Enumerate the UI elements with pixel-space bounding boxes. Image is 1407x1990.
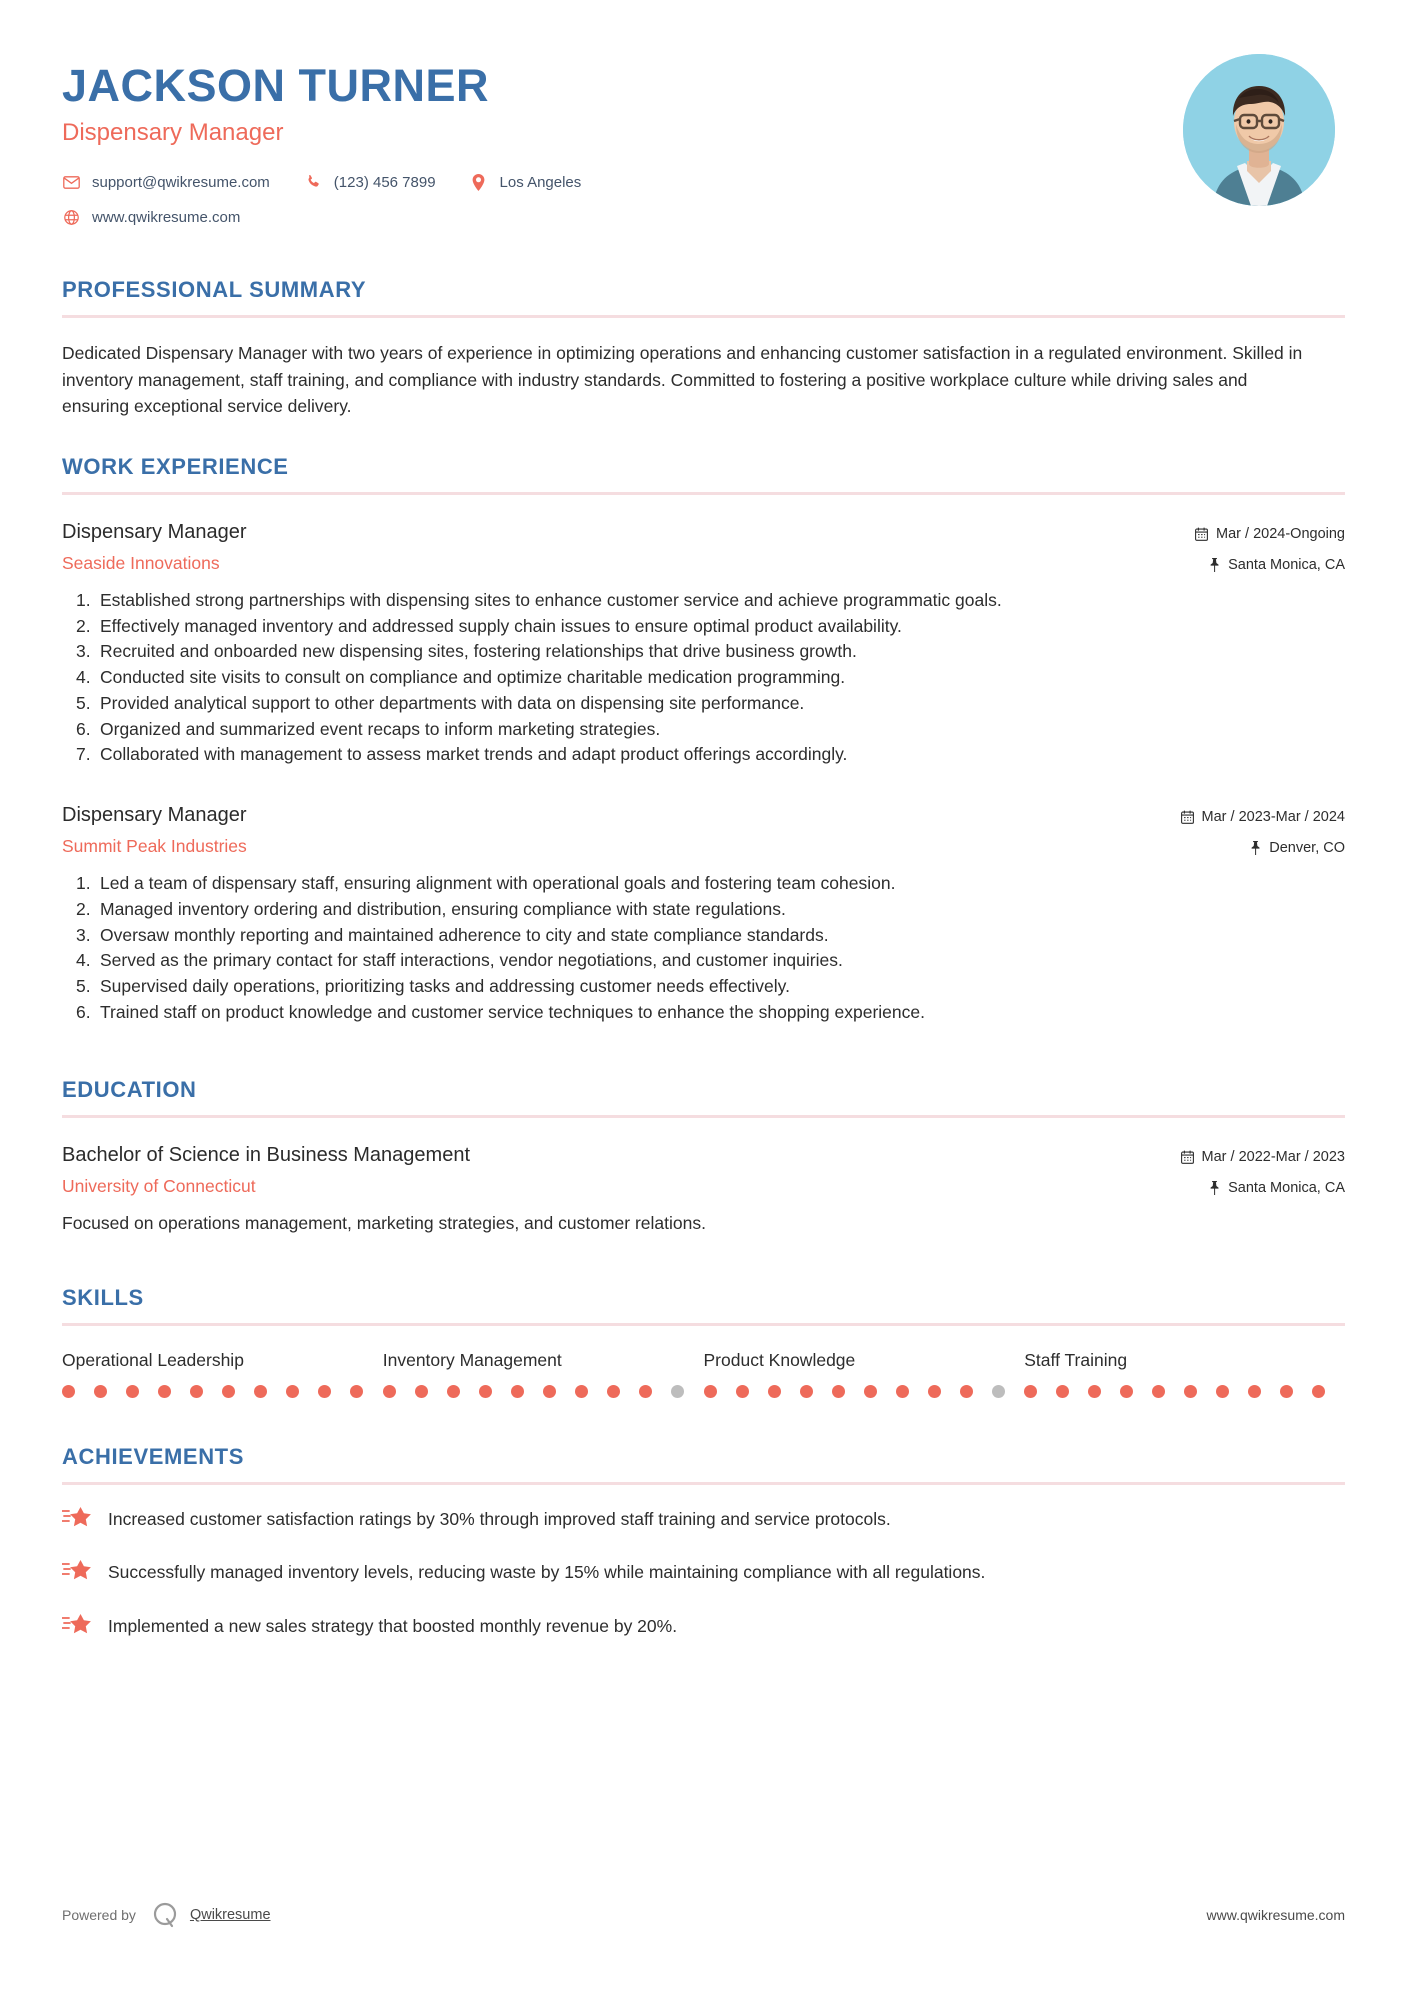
section-divider: [62, 315, 1345, 318]
entry-bullet-list: [62, 871, 1345, 1025]
calendar-icon: [1181, 810, 1194, 824]
globe-icon: [62, 208, 80, 226]
header-text-block: [62, 54, 1183, 243]
rating-dot-filled: [896, 1385, 909, 1398]
entry-header: [62, 804, 1345, 857]
rating-dot-filled: [768, 1385, 781, 1398]
footer-brand-block: [62, 1900, 271, 1930]
achievement-item: [62, 1560, 1345, 1585]
contact-phone[interactable]: [304, 173, 436, 191]
envelope-icon: [62, 173, 80, 191]
entry-job-title: Dispensary Manager: [62, 521, 247, 544]
entry-company: Summit Peak Industries: [62, 836, 247, 857]
resume-header: [62, 48, 1345, 243]
entry-location: [1125, 840, 1345, 856]
rating-dot-filled: [1248, 1385, 1261, 1398]
entry-left: [62, 804, 1125, 857]
section-divider: [62, 1115, 1345, 1118]
bullet-item: Provided analytical support to other departments with data on dispensing site performance.: [100, 692, 805, 713]
achievement-item: [62, 1614, 1345, 1639]
entry-header: [62, 521, 1345, 574]
rating-dot-filled: [318, 1385, 331, 1398]
contact-phone-text: (123) 456 7899: [333, 173, 436, 191]
section-professional-summary: [62, 277, 1345, 420]
contact-location-text: Los Angeles: [499, 173, 582, 191]
footer-powered-by-label: Powered by: [62, 1907, 136, 1923]
education-description: Focused on operations management, marketing strategies, and customer relations.: [62, 1213, 706, 1234]
section-title-achievements: ACHIEVEMENTS: [62, 1444, 244, 1470]
section-divider: [62, 492, 1345, 495]
section-skills: [62, 1285, 1345, 1398]
rating-dot-filled: [864, 1385, 877, 1398]
bullet-item: Organized and summarized event recaps to inform marketing strategies.: [100, 718, 661, 739]
rating-dot-filled: [511, 1385, 524, 1398]
section-work-experience: [62, 454, 1345, 1025]
rating-dot-filled: [832, 1385, 845, 1398]
page-title: JACKSON TURNER: [62, 60, 490, 111]
section-divider: [62, 1323, 1345, 1326]
section-title-experience: WORK EXPERIENCE: [62, 454, 289, 480]
rating-dot-filled: [1312, 1385, 1325, 1398]
section-achievements: [62, 1444, 1345, 1639]
header-job-title: Dispensary Manager: [62, 119, 284, 147]
bullet-item: Oversaw monthly reporting and maintained adherence to city and state compliance standards.: [100, 924, 829, 945]
skill-rating: [62, 1385, 383, 1398]
map-pin-icon: [1209, 1181, 1220, 1195]
achievement-text: Increased customer satisfaction ratings by 30% through improved staff training and service protocols.: [108, 1509, 891, 1530]
entry-date: [1125, 809, 1345, 825]
rating-dot-filled: [736, 1385, 749, 1398]
entry-location: [1125, 1180, 1345, 1196]
rating-dot-filled: [254, 1385, 267, 1398]
rating-dot-filled: [190, 1385, 203, 1398]
contact-website-text: www.qwikresume.com: [92, 208, 241, 226]
rating-dot-filled: [94, 1385, 107, 1398]
contact-email[interactable]: [62, 173, 270, 191]
star-burst-icon: [62, 1505, 96, 1531]
skill-label: Inventory Management: [382, 1350, 562, 1371]
rating-dot-filled: [158, 1385, 171, 1398]
rating-dot-filled: [639, 1385, 652, 1398]
entry-header: [62, 1144, 1345, 1197]
entry-date-text: Mar / 2022-Mar / 2023: [1201, 1149, 1345, 1166]
rating-dot-filled: [704, 1385, 717, 1398]
entry-bullet-list: [62, 588, 1345, 768]
bullet-item: Served as the primary contact for staff interactions, vendor negotiations, and customer inquiries.: [100, 950, 843, 971]
rating-dot-filled: [960, 1385, 973, 1398]
rating-dot-filled: [62, 1385, 75, 1398]
rating-dot-empty: [992, 1385, 1005, 1398]
skill-label: Operational Leadership: [62, 1350, 244, 1371]
qwikresume-logo-icon: [150, 1900, 180, 1930]
education-entry: [62, 1144, 1345, 1237]
section-title-summary: PROFESSIONAL SUMMARY: [62, 277, 367, 303]
calendar-icon: [1181, 1150, 1194, 1164]
rating-dot-empty: [671, 1385, 684, 1398]
rating-dot-filled: [1088, 1385, 1101, 1398]
bullet-item: Conducted site visits to consult on compliance and optimize charitable medication programming.: [100, 667, 846, 688]
rating-dot-filled: [1120, 1385, 1133, 1398]
entry-left: [62, 521, 1125, 574]
rating-dot-filled: [222, 1385, 235, 1398]
entry-degree: Bachelor of Science in Business Management: [62, 1144, 471, 1167]
rating-dot-filled: [447, 1385, 460, 1398]
section-divider: [62, 1482, 1345, 1485]
contact-row-website: [62, 208, 1183, 226]
summary-text: Dedicated Dispensary Manager with two years of experience in optimizing operations and enhancing customer satisfaction in a regulated environment. Skilled in inventory management, staff training, and compliance with industry standards. Committed to fostering a positive workplace culture while driving sales and ensuring exceptional service delivery.: [62, 343, 1303, 417]
section-title-education: EDUCATION: [62, 1077, 197, 1103]
rating-dot-filled: [800, 1385, 813, 1398]
skill-item: [383, 1350, 704, 1398]
rating-dot-filled: [1280, 1385, 1293, 1398]
contact-email-text: support@qwikresume.com: [92, 173, 270, 191]
section-education: [62, 1077, 1345, 1237]
location-pin-icon: [470, 173, 488, 191]
skill-item: [704, 1350, 1025, 1398]
skill-rating: [383, 1385, 704, 1398]
contact-block: [62, 173, 1183, 226]
page-footer: [62, 1900, 1345, 1930]
rating-dot-filled: [415, 1385, 428, 1398]
rating-dot-filled: [1184, 1385, 1197, 1398]
entry-meta: [1125, 521, 1345, 573]
map-pin-icon: [1209, 558, 1220, 572]
entry-date-text: Mar / 2023-Mar / 2024: [1201, 809, 1345, 826]
rating-dot-filled: [1056, 1385, 1069, 1398]
rating-dot-filled: [575, 1385, 588, 1398]
bullet-item: Established strong partnerships with dispensing sites to enhance customer service and achieve programmatic goals.: [100, 590, 1002, 611]
entry-location-text: Denver, CO: [1269, 840, 1345, 857]
section-title-skills: SKILLS: [62, 1285, 144, 1311]
rating-dot-filled: [928, 1385, 941, 1398]
map-pin-icon: [1250, 841, 1261, 855]
star-burst-icon: [62, 1612, 96, 1638]
achievement-item: [62, 1507, 1345, 1532]
achievement-text: Successfully managed inventory levels, reducing waste by 15% while maintaining compliance with all regulations.: [108, 1562, 986, 1583]
rating-dot-filled: [543, 1385, 556, 1398]
entry-school: University of Connecticut: [62, 1176, 256, 1197]
contact-row-primary: [62, 173, 1183, 191]
entry-date: [1125, 526, 1345, 542]
rating-dot-filled: [350, 1385, 363, 1398]
bullet-item: Led a team of dispensary staff, ensuring alignment with operational goals and fostering team cohesion.: [100, 873, 896, 894]
skill-label: Product Knowledge: [703, 1350, 856, 1371]
footer-website[interactable]: www.qwikresume.com: [1206, 1907, 1345, 1923]
rating-dot-filled: [607, 1385, 620, 1398]
bullet-item: Recruited and onboarded new dispensing sites, fostering relationships that drive business growth.: [100, 641, 857, 662]
rating-dot-filled: [1152, 1385, 1165, 1398]
bullet-item: Managed inventory ordering and distribution, ensuring compliance with state regulations.: [100, 898, 786, 919]
experience-entry: [62, 521, 1345, 768]
bullet-item: Supervised daily operations, prioritizing tasks and addressing customer needs effectively.: [100, 975, 790, 996]
skill-rating: [704, 1385, 1025, 1398]
contact-website[interactable]: [62, 208, 240, 226]
skill-label: Staff Training: [1024, 1350, 1128, 1371]
calendar-icon: [1195, 527, 1208, 541]
skill-item: [62, 1350, 383, 1398]
star-burst-icon: [62, 1558, 96, 1584]
entry-location-text: Santa Monica, CA: [1228, 557, 1345, 574]
skill-rating: [1024, 1385, 1345, 1398]
skill-item: [1024, 1350, 1345, 1398]
avatar: [1183, 54, 1335, 206]
entry-location-text: Santa Monica, CA: [1228, 1180, 1345, 1197]
bullet-item: Effectively managed inventory and addressed supply chain issues to ensure optimal product availability.: [100, 615, 902, 636]
entry-job-title: Dispensary Manager: [62, 804, 247, 827]
rating-dot-filled: [383, 1385, 396, 1398]
bullet-item: Collaborated with management to assess market trends and adapt product offerings accordingly.: [100, 744, 848, 765]
rating-dot-filled: [1216, 1385, 1229, 1398]
experience-entry: [62, 804, 1345, 1025]
entry-date: [1125, 1149, 1345, 1165]
achievements-list: [62, 1507, 1345, 1639]
rating-dot-filled: [126, 1385, 139, 1398]
entry-location: [1125, 557, 1345, 573]
rating-dot-filled: [1024, 1385, 1037, 1398]
entry-date-text: Mar / 2024-Ongoing: [1216, 526, 1345, 543]
bullet-item: Trained staff on product knowledge and customer service techniques to enhance the shopping experience.: [100, 1001, 925, 1022]
skills-grid: [62, 1350, 1345, 1398]
entry-company: Seaside Innovations: [62, 553, 220, 574]
contact-location: [470, 173, 582, 191]
entry-meta: [1125, 1144, 1345, 1196]
footer-brand-name[interactable]: Qwikresume: [189, 1907, 271, 1923]
achievement-text: Implemented a new sales strategy that boosted monthly revenue by 20%.: [108, 1615, 678, 1636]
rating-dot-filled: [286, 1385, 299, 1398]
entry-meta: [1125, 804, 1345, 856]
entry-left: [62, 1144, 1125, 1197]
rating-dot-filled: [479, 1385, 492, 1398]
phone-icon: [304, 173, 322, 191]
